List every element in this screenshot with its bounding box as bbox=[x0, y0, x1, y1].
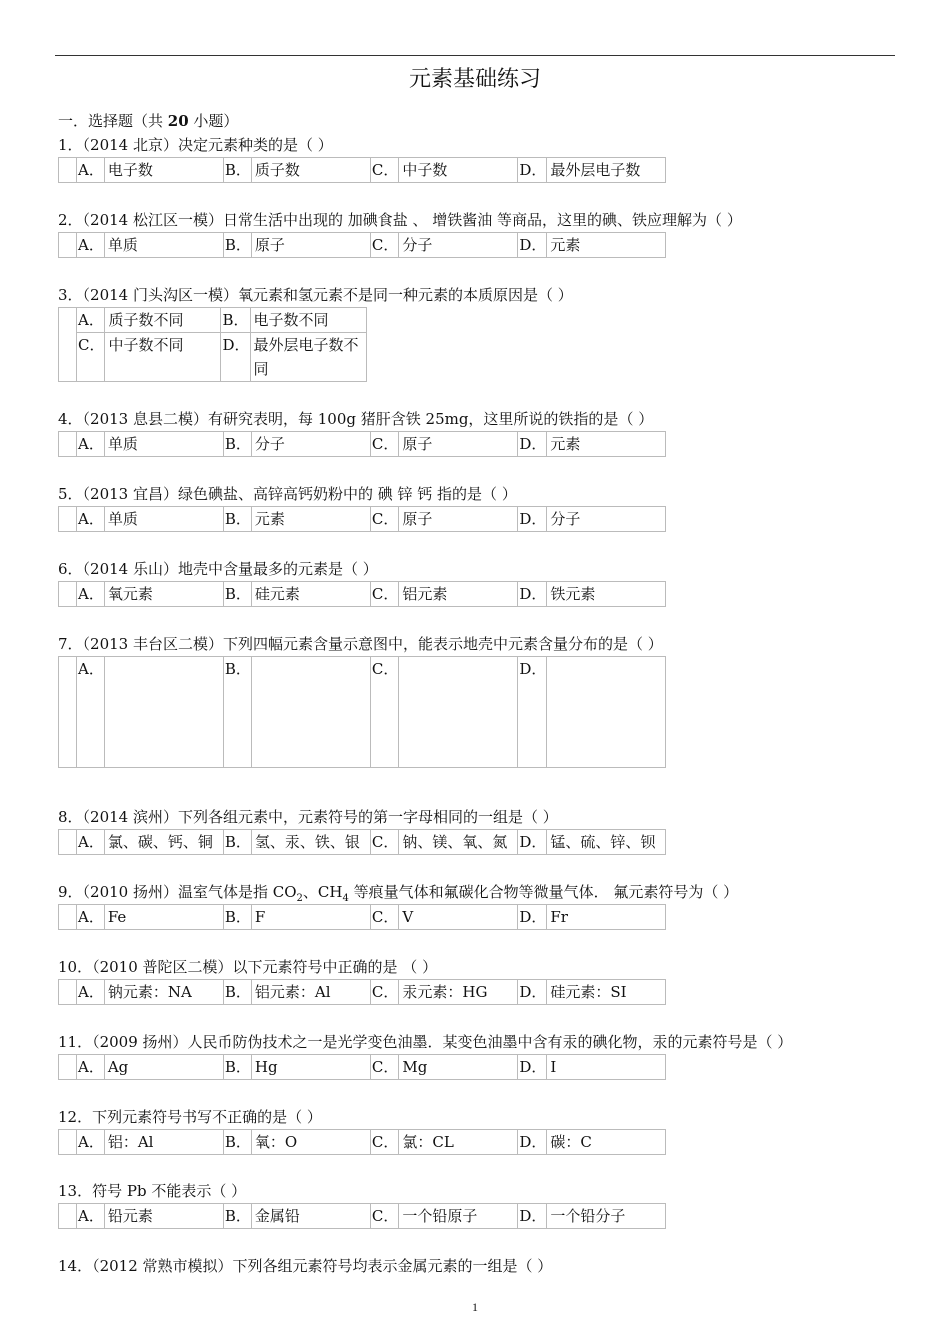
option-letter: B． bbox=[223, 657, 251, 768]
question-4: 4．（2013 息县二模）有研究表明，每 100g 猪肝含铁 25mg，这里所说的铁指的是（ ） bbox=[58, 410, 654, 428]
question-12-options bbox=[58, 1129, 666, 1155]
question-5: 5．（2013 宜昌）绿色碘盐、高锌高钙奶粉中的 碘 锌 钙 指的是（ ） bbox=[58, 485, 517, 503]
option-letter: A． bbox=[77, 1055, 105, 1080]
option-text: 氢、汞、铁、银 bbox=[251, 830, 370, 855]
option-letter: A． bbox=[77, 1204, 105, 1229]
option-letter: B． bbox=[223, 507, 251, 532]
option-letter: C． bbox=[370, 158, 398, 183]
option-letter: D． bbox=[221, 333, 250, 382]
option-letter: C． bbox=[370, 233, 398, 258]
question-2: 2．（2014 松江区一模）日常生活中出现的 加碘食盐 、 增铁酱油 等商品，这里的碘、铁应理解为（ ） bbox=[58, 211, 742, 229]
question-7-options bbox=[58, 656, 666, 768]
question-13-options bbox=[58, 1203, 666, 1229]
option-letter: A． bbox=[77, 432, 105, 457]
option-letter: D． bbox=[518, 1130, 547, 1155]
option-text: 钠、镁、氧、氮 bbox=[399, 830, 518, 855]
option-letter: D． bbox=[518, 980, 547, 1005]
option-text: 单质 bbox=[104, 432, 223, 457]
option-text: 铝元素 bbox=[399, 582, 518, 607]
option-letter: B． bbox=[223, 233, 251, 258]
question-4-options bbox=[58, 431, 666, 457]
option-letter: A． bbox=[77, 830, 105, 855]
section-heading: 一．选择题（共 20 小题） bbox=[58, 112, 239, 130]
question-1-options bbox=[58, 157, 666, 183]
option-text: V bbox=[399, 905, 518, 930]
option-text: Hg bbox=[251, 1055, 370, 1080]
question-14: 14．（2012 常熟市模拟）下列各组元素符号均表示金属元素的一组是（ ） bbox=[58, 1257, 553, 1275]
option-letter: A． bbox=[77, 980, 105, 1005]
option-letter: C． bbox=[370, 507, 398, 532]
top-rule bbox=[55, 55, 895, 56]
page-title: 元素基础练习 bbox=[408, 67, 541, 92]
question-3-options bbox=[58, 307, 367, 382]
question-6-options bbox=[58, 581, 666, 607]
option-image-c bbox=[399, 657, 518, 768]
question-10-options bbox=[58, 979, 666, 1005]
option-letter: C． bbox=[370, 980, 398, 1005]
option-letter: D． bbox=[518, 1055, 547, 1080]
question-1: 1．（2014 北京）决定元素种类的是（ ） bbox=[58, 136, 333, 154]
option-image-d bbox=[547, 657, 666, 768]
option-text: 铝：Al bbox=[104, 1130, 223, 1155]
option-letter: C． bbox=[370, 657, 398, 768]
question-2-options bbox=[58, 232, 666, 258]
page-number: 1 bbox=[472, 1300, 478, 1314]
option-text: 铅元素 bbox=[104, 1204, 223, 1229]
option-letter: A． bbox=[77, 1130, 105, 1155]
option-text: 质子数不同 bbox=[105, 308, 221, 333]
option-text: 电子数 bbox=[104, 158, 223, 183]
option-text: 最外层电子数不同 bbox=[250, 333, 366, 382]
option-text: 一个铅分子 bbox=[547, 1204, 666, 1229]
option-letter: B． bbox=[221, 308, 250, 333]
option-text: 分子 bbox=[547, 507, 666, 532]
option-letter: D． bbox=[518, 905, 547, 930]
question-11-options bbox=[58, 1054, 666, 1080]
option-letter: A． bbox=[77, 507, 105, 532]
option-letter: B． bbox=[223, 1130, 251, 1155]
option-text: 分子 bbox=[399, 233, 518, 258]
option-letter: A． bbox=[77, 905, 105, 930]
question-6: 6．（2014 乐山）地壳中含量最多的元素是（ ） bbox=[58, 560, 378, 578]
question-8: 8．（2014 滨州）下列各组元素中，元素符号的第一字母相同的一组是（ ） bbox=[58, 808, 558, 826]
option-text: I bbox=[547, 1055, 666, 1080]
option-letter: C． bbox=[370, 582, 398, 607]
question-8-options bbox=[58, 829, 666, 855]
option-letter: B． bbox=[223, 432, 251, 457]
question-12: 12．下列元素符号书写不正确的是（ ） bbox=[58, 1108, 322, 1126]
question-9: 9．（2010 扬州）温室气体是指 $CO_2$、$CH_4$ 等痕量气体和氟碳化合物等微量气体． 氟元素符号为（ ） bbox=[58, 883, 739, 904]
option-letter: D． bbox=[518, 432, 547, 457]
option-letter: C． bbox=[370, 1130, 398, 1155]
option-text: 钠元素：NA bbox=[104, 980, 223, 1005]
option-letter: A． bbox=[77, 582, 105, 607]
option-letter: D． bbox=[518, 233, 547, 258]
option-text: 一个铅原子 bbox=[399, 1204, 518, 1229]
option-letter: C． bbox=[370, 1204, 398, 1229]
option-letter: D． bbox=[518, 507, 547, 532]
option-text: 碳：C bbox=[547, 1130, 666, 1155]
option-text: 最外层电子数 bbox=[547, 158, 666, 183]
option-text: Ag bbox=[104, 1055, 223, 1080]
option-letter: D． bbox=[518, 657, 547, 768]
question-7: 7．（2013 丰台区二模）下列四幅元素含量示意图中，能表示地壳中元素含量分布的是（ ） bbox=[58, 635, 663, 653]
question-9-options bbox=[58, 904, 666, 930]
option-text: 汞元素：HG bbox=[399, 980, 518, 1005]
option-letter: A． bbox=[77, 233, 105, 258]
option-text: 原子 bbox=[399, 507, 518, 532]
option-text: 分子 bbox=[251, 432, 370, 457]
option-letter: C． bbox=[370, 905, 398, 930]
option-text: 氯、碳、钙、铜 bbox=[104, 830, 223, 855]
option-letter: A． bbox=[77, 308, 105, 333]
option-text: 元素 bbox=[251, 507, 370, 532]
question-3: 3．（2014 门头沟区一模）氧元素和氢元素不是同一种元素的本质原因是（ ） bbox=[58, 286, 573, 304]
option-text: 金属铅 bbox=[251, 1204, 370, 1229]
option-letter: A． bbox=[77, 657, 105, 768]
option-text: 原子 bbox=[251, 233, 370, 258]
option-letter: B． bbox=[223, 1055, 251, 1080]
option-letter: D． bbox=[518, 830, 547, 855]
option-text: 原子 bbox=[399, 432, 518, 457]
option-text: 氧元素 bbox=[104, 582, 223, 607]
option-letter: A． bbox=[77, 158, 105, 183]
option-text: 硅元素：SI bbox=[547, 980, 666, 1005]
option-text: 中子数 bbox=[399, 158, 518, 183]
option-text: 氯：CL bbox=[399, 1130, 518, 1155]
option-letter: B． bbox=[223, 582, 251, 607]
option-text: Fr bbox=[547, 905, 666, 930]
option-letter: C． bbox=[370, 1055, 398, 1080]
option-text: Fe bbox=[104, 905, 223, 930]
question-10: 10．（2010 普陀区二模）以下元素符号中正确的是 （ ） bbox=[58, 958, 438, 976]
option-letter: B． bbox=[223, 830, 251, 855]
option-image-a bbox=[104, 657, 223, 768]
question-13: 13．符号 Pb 不能表示（ ） bbox=[58, 1182, 247, 1200]
option-text: 中子数不同 bbox=[105, 333, 221, 382]
option-text: 铁元素 bbox=[547, 582, 666, 607]
option-text: 氧：O bbox=[251, 1130, 370, 1155]
question-5-options bbox=[58, 506, 666, 532]
option-text: 硅元素 bbox=[251, 582, 370, 607]
option-text: 铝元素：Al bbox=[251, 980, 370, 1005]
option-letter: B． bbox=[223, 905, 251, 930]
question-11: 11．（2009 扬州）人民币防伪技术之一是光学变色油墨．某变色油墨中含有汞的碘化物，汞的元素符号是（ ） bbox=[58, 1033, 793, 1051]
option-text: F bbox=[251, 905, 370, 930]
option-letter: B． bbox=[223, 980, 251, 1005]
option-letter: B． bbox=[223, 158, 251, 183]
option-letter: C． bbox=[77, 333, 105, 382]
option-letter: C． bbox=[370, 432, 398, 457]
option-letter: D． bbox=[518, 1204, 547, 1229]
option-text: 质子数 bbox=[251, 158, 370, 183]
option-text: 电子数不同 bbox=[250, 308, 366, 333]
option-text: Mg bbox=[399, 1055, 518, 1080]
option-text: 元素 bbox=[547, 233, 666, 258]
option-letter: D． bbox=[518, 582, 547, 607]
option-text: 元素 bbox=[547, 432, 666, 457]
option-text: 单质 bbox=[104, 233, 223, 258]
option-text: 锰、硫、锌、钡 bbox=[547, 830, 666, 855]
option-letter: B． bbox=[223, 1204, 251, 1229]
option-letter: C． bbox=[370, 830, 398, 855]
option-image-b bbox=[251, 657, 370, 768]
option-text: 单质 bbox=[104, 507, 223, 532]
option-letter: D． bbox=[518, 158, 547, 183]
